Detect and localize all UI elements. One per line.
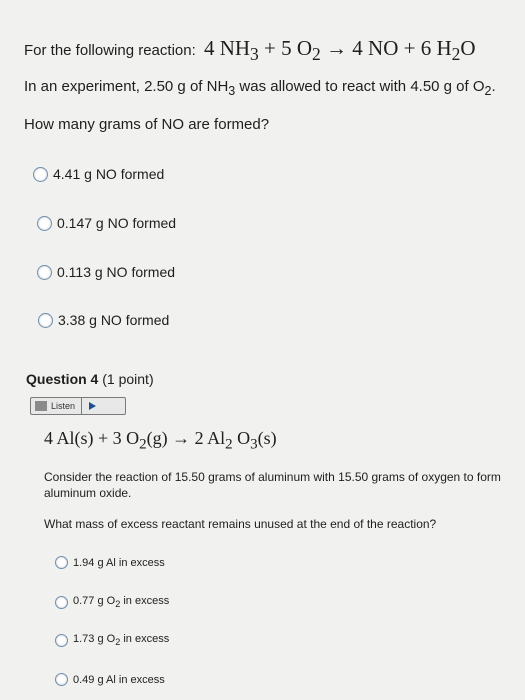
- option-label: 0.49 g Al in excess: [73, 673, 165, 686]
- listen-label: Listen: [51, 401, 76, 411]
- option-label: 1.94 g Al in excess: [73, 556, 165, 569]
- answer-option[interactable]: [37, 264, 175, 280]
- option-label: 0.77 g $O_2$ in excess: [73, 595, 170, 610]
- option-label: 3.38 g NO formed: [58, 312, 170, 328]
- answer-option[interactable]: [55, 633, 169, 647]
- divider: [81, 398, 82, 414]
- question-points: (1 point): [102, 371, 154, 387]
- radio-button[interactable]: [33, 167, 48, 182]
- question-heading: [26, 371, 154, 387]
- answer-option[interactable]: [55, 556, 165, 569]
- radio-button[interactable]: [37, 216, 52, 231]
- answer-option[interactable]: [33, 166, 164, 182]
- question-text: What mass of excess reactant remains unused at the end of the reaction?: [44, 517, 437, 531]
- option-label: 0.147 g NO formed: [57, 215, 177, 231]
- radio-button[interactable]: [55, 596, 68, 609]
- play-icon[interactable]: [89, 402, 96, 410]
- option-label: 4.41 g NO formed: [53, 166, 165, 182]
- answer-option[interactable]: [55, 673, 165, 686]
- answer-option[interactable]: [55, 595, 169, 609]
- radio-button[interactable]: [55, 673, 68, 686]
- listen-button[interactable]: [30, 397, 126, 415]
- experiment-statement: In an experiment, 2.50 g of $NH_3$ was allowed to react with 4.50 g of $O_2$.: [24, 78, 496, 98]
- radio-button[interactable]: [38, 313, 53, 328]
- reaction-equation: 4 $NH_3 + 5$ $O_2 \to 4$ NO + 6 $H_2O$: [203, 36, 476, 65]
- radio-button[interactable]: [55, 556, 68, 569]
- prompt-label: For the following reaction:: [24, 42, 196, 59]
- answer-option[interactable]: [37, 215, 176, 231]
- question-statement: Consider the reaction of 15.50 grams of aluminum with 15.50 grams of oxygen to form aluminum oxide.: [44, 470, 501, 500]
- question-number: Question 4: [26, 371, 99, 387]
- reaction-equation: 4 Al(s) + 3 $O_2(g) \to 2$ $Al_2$ $O_3(s)$: [44, 428, 277, 453]
- option-label: 1.73 g $O_2$ in excess: [73, 633, 170, 648]
- radio-button[interactable]: [55, 634, 68, 647]
- question-prompt: [24, 36, 476, 65]
- option-label: 0.113 g NO formed: [57, 264, 176, 280]
- speaker-icon: [35, 401, 47, 411]
- question-text: How many grams of NO are formed?: [24, 116, 270, 133]
- radio-button[interactable]: [37, 265, 52, 280]
- answer-option[interactable]: [38, 312, 169, 328]
